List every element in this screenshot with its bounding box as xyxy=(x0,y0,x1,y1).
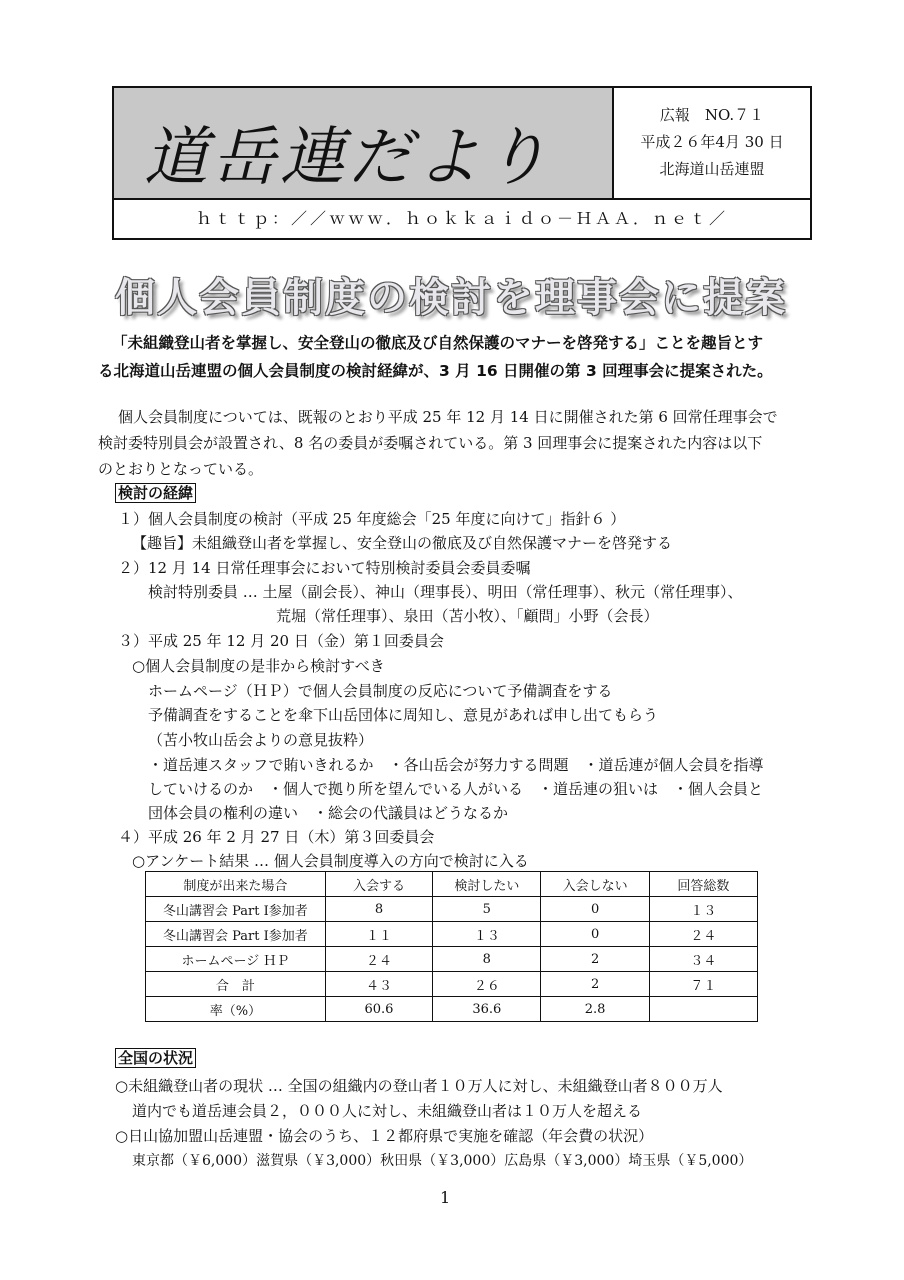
masthead-title-box xyxy=(114,88,614,198)
table-cell: ホームページ ＨＰ xyxy=(146,947,326,972)
process-line: ・道岳連スタッフで賄いきれるか ・各山岳会が努力する問題 ・道岳連が個人会員を指導 xyxy=(148,756,764,774)
table-cell: ３４ xyxy=(649,947,757,972)
table-cell: 0 xyxy=(541,897,649,922)
process-line: ○アンケート結果 … 個人会員制度導入の方向で検討に入る xyxy=(132,852,529,870)
section-label: 検討の経緯 xyxy=(115,483,196,503)
table-cell: 冬山講習会 Part Ⅰ参加者 xyxy=(146,897,326,922)
table-row xyxy=(146,897,758,922)
section-label: 全国の状況 xyxy=(115,1048,196,1068)
process-line: ○個人会員制度の是非から検討すべき xyxy=(132,657,385,675)
process-line: 【趣旨】未組織登山者を掌握し、安全登山の徹底及び自然保護マナーを啓発する xyxy=(132,534,673,552)
national-line: 東京都（￥6,000）滋賀県（￥3,000）秋田県（￥3,000）広島県（￥3,000）埼玉県（￥5,000） xyxy=(132,1153,753,1169)
table-cell: ２４ xyxy=(325,947,432,972)
column-header: 検討したい xyxy=(433,872,541,897)
process-line: していけるのか ・個人で拠り所を望んでいる人がいる ・道岳連の狙いは ・個人会員と xyxy=(148,780,764,798)
page-number: 1 xyxy=(440,1188,451,1207)
national-line: ○未組織登山者の現状 … 全国の組織内の登山者１０万人に対し、未組織登山者８００万人 xyxy=(115,1077,723,1095)
table-cell: 60.6 xyxy=(325,997,432,1022)
process-line: （苫小牧山岳会よりの意見抜粋） xyxy=(148,731,374,749)
table-row xyxy=(146,947,758,972)
table-cell: 8 xyxy=(325,897,432,922)
table-cell: 5 xyxy=(433,897,541,922)
national-line: ○日山協加盟山岳連盟・協会のうち、１２都府県で実施を確認（年会費の状況） xyxy=(115,1127,654,1145)
section-heading-national xyxy=(115,1048,196,1068)
survey-table xyxy=(145,871,758,1022)
masthead xyxy=(112,86,812,240)
headline: 個人会員制度の検討を理事会に提案 xyxy=(115,275,787,321)
table-cell: ２４ xyxy=(649,922,757,947)
process-line: １）個人会員制度の検討（平成 25 年度総会「25 年度に向けて」指針６ ） xyxy=(118,510,626,528)
table-cell: 率（%） xyxy=(146,997,326,1022)
table-cell: ７１ xyxy=(649,972,757,997)
table-cell: ４３ xyxy=(325,972,432,997)
section-heading-process xyxy=(115,483,196,503)
process-line: 予備調査をすることを傘下山岳団体に周知し、意見があれば申し出てもらう xyxy=(148,706,659,724)
table-cell: ２６ xyxy=(433,972,541,997)
table-cell: 冬山講習会 Part Ⅰ参加者 xyxy=(146,922,326,947)
table-cell: 合 計 xyxy=(146,972,326,997)
table-cell: １３ xyxy=(433,922,541,947)
issue-date: 平成２６年4月 30 日 xyxy=(640,133,784,151)
intro-line-2: 検討委特別員会が設置され、8 名の委員が委嘱されている。第 3 回理事会に提案された内容は以下 xyxy=(98,434,763,452)
process-line: 団体会員の権利の違い ・総会の代議員はどうなるか xyxy=(148,804,509,822)
column-header: 入会しない xyxy=(541,872,649,897)
national-line: 道内でも道岳連会員２，０００人に対し、未組織登山者は１０万人を超える xyxy=(132,1102,643,1120)
table-cell: 2.8 xyxy=(541,997,649,1022)
table-cell: 2 xyxy=(541,972,649,997)
intro-line-3: のとおりとなっている。 xyxy=(98,460,264,478)
table-cell: １３ xyxy=(649,897,757,922)
process-line: 検討特別委員 … 土屋（副会長）、神山（理事長）、明田（常任理事）、秋元（常任理事）、 xyxy=(148,583,743,601)
process-line: ４）平成 26 年 2 月 27 日（木）第３回委員会 xyxy=(118,828,435,846)
lead-line-1: 「未組織登山者を掌握し、安全登山の徹底及び自然保護のマナーを啓発する」ことを趣旨とす xyxy=(112,334,764,352)
organization-name: 北海道山岳連盟 xyxy=(659,160,765,178)
table-cell: 0 xyxy=(541,922,649,947)
process-line: 荒堀（常任理事）、泉田（苫小牧）、「顧問」小野（会長） xyxy=(276,607,659,625)
process-line: ２）12 月 14 日常任理事会において特別検討委員会委員委嘱 xyxy=(118,559,531,577)
table-cell: 2 xyxy=(541,947,649,972)
table-cell: 8 xyxy=(433,947,541,972)
table-row xyxy=(146,997,758,1022)
table-row xyxy=(146,922,758,947)
issue-info xyxy=(614,88,810,198)
column-header: 制度が出来た場合 xyxy=(146,872,326,897)
website-url[interactable]: ｈｔｔｐ：／／ｗｗｗ．ｈｏｋｋａｉｄｏ－ＨＡＡ．ｎｅｔ／ xyxy=(114,198,810,238)
table-header-row xyxy=(146,872,758,897)
table-row xyxy=(146,972,758,997)
column-header: 入会する xyxy=(325,872,432,897)
issue-number: 広報 NO.７１ xyxy=(659,106,765,124)
process-line: ホームページ（ＨＰ）で個人会員制度の反応について予備調査をする xyxy=(148,682,613,700)
column-header: 回答総数 xyxy=(649,872,757,897)
table-cell xyxy=(649,997,757,1022)
table-cell: 36.6 xyxy=(433,997,541,1022)
process-line: ３）平成 25 年 12 月 20 日（金）第１回委員会 xyxy=(118,632,444,650)
newsletter-title: 道岳連だより xyxy=(144,121,552,195)
table-cell: １１ xyxy=(325,922,432,947)
lead-line-2: る北海道山岳連盟の個人会員制度の検討経緯が、3 月 16 日開催の第 3 回理事会に提案された。 xyxy=(98,362,773,380)
intro-line-1: 個人会員制度については、既報のとおり平成 25 年 12 月 14 日に開催された第 6 回常任理事会で xyxy=(118,408,778,426)
